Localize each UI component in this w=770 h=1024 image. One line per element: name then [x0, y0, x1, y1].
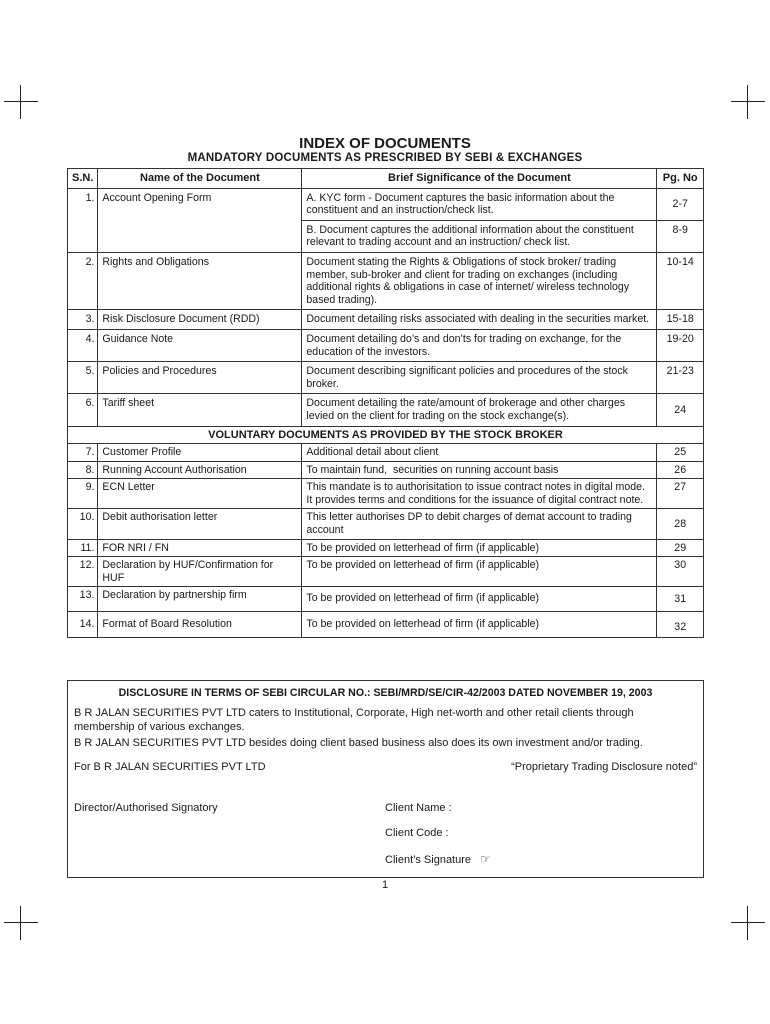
row-sn: 5. — [68, 362, 98, 394]
crop-mark-bottom-left — [4, 906, 38, 940]
header-sn: S.N. — [68, 169, 98, 189]
row-page: 10-14 — [657, 252, 704, 309]
table-row — [68, 252, 704, 309]
row-name: Debit authorisation letter — [98, 509, 302, 539]
row-significance: To be provided on letterhead of firm (if applicable) — [302, 557, 657, 587]
row-name: Policies and Procedures — [98, 362, 302, 394]
row-page: 2-7 — [657, 188, 704, 220]
table-row — [68, 444, 704, 462]
row-name: ECN Letter — [98, 479, 302, 509]
row-page: 19-20 — [657, 329, 704, 361]
row-page: 21-23 — [657, 362, 704, 394]
header-page: Pg. No — [657, 169, 704, 189]
row-page: 27 — [657, 479, 704, 509]
row-significance: Document detailing do’s and don’ts for trading on exchange, for the education of the investors. — [302, 329, 657, 361]
client-code-label: Client Code : — [385, 827, 449, 839]
table-row — [68, 612, 704, 638]
row-name: Declaration by partnership firm — [98, 587, 302, 612]
row-significance: Document describing significant policies and procedures of the stock broker. — [302, 362, 657, 394]
row-name: Rights and Obligations — [98, 252, 302, 309]
row-significance: B. Document captures the additional information about the constituent relevant to trading account and an instruction/ check list. — [302, 220, 657, 252]
table-row — [68, 394, 704, 426]
pointing-hand-icon: ☞ — [480, 852, 491, 866]
table-row — [68, 509, 704, 539]
table-row — [68, 539, 704, 557]
row-sn: 7. — [68, 444, 98, 462]
row-significance: Document detailing the rate/amount of brokerage and other charges levied on the client for trading on the stock exchange(s). — [302, 394, 657, 426]
row-significance: This letter authorises DP to debit charges of demat account to trading account — [302, 509, 657, 539]
row-page: 32 — [657, 612, 704, 638]
voluntary-heading: VOLUNTARY DOCUMENTS AS PROVIDED BY THE STOCK BROKER — [68, 426, 704, 444]
disclosure-paragraph-1: B R JALAN SECURITIES PVT LTD caters to Institutional, Corporate, High net-worth and other retail clients through membership of various exchanges. — [74, 707, 634, 733]
row-page: 29 — [657, 539, 704, 557]
client-signature-line — [385, 852, 491, 867]
row-sn: 1. — [68, 188, 98, 252]
client-name-label: Client Name : — [385, 802, 452, 814]
row-name: Running Account Authorisation — [98, 461, 302, 479]
row-significance: To be provided on letterhead of firm (if applicable) — [302, 587, 657, 612]
row-page: 15-18 — [657, 310, 704, 330]
row-sn: 2. — [68, 252, 98, 309]
crop-mark-bottom-right — [731, 906, 765, 940]
header-significance: Brief Significance of the Document — [302, 169, 657, 189]
for-company-line: For B R JALAN SECURITIES PVT LTD — [74, 761, 266, 773]
row-page: 28 — [657, 509, 704, 539]
page-number: 1 — [381, 879, 389, 891]
row-significance: This mandate is to authorisitation to issue contract notes in digital mode. It provides terms and conditions for the issuance of digital contract note. — [302, 479, 657, 509]
page-title: INDEX OF DOCUMENTS — [299, 135, 471, 152]
row-sn: 14. — [68, 612, 98, 638]
row-significance: Document detailing risks associated with dealing in the securities market. — [302, 310, 657, 330]
row-page: 24 — [657, 394, 704, 426]
crop-mark-top-left — [4, 85, 38, 119]
row-sn: 3. — [68, 310, 98, 330]
table-row — [68, 557, 704, 587]
row-sn: 13. — [68, 587, 98, 612]
row-name: Account Opening Form — [98, 188, 302, 252]
client-signature-label: Client’s Signature — [385, 854, 472, 866]
row-name: FOR NRI / FN — [98, 539, 302, 557]
row-sn: 11. — [68, 539, 98, 557]
header-name: Name of the Document — [98, 169, 302, 189]
row-name: Tariff sheet — [98, 394, 302, 426]
row-page: 31 — [657, 587, 704, 612]
row-page: 25 — [657, 444, 704, 462]
table-row — [68, 587, 704, 612]
table-row — [68, 310, 704, 330]
table-row — [68, 461, 704, 479]
row-sn: 8. — [68, 461, 98, 479]
table-row — [68, 188, 704, 220]
documents-index-table — [67, 168, 704, 638]
page-subtitle: MANDATORY DOCUMENTS AS PRESCRIBED BY SEBI & EXCHANGES — [187, 152, 583, 164]
row-sn: 4. — [68, 329, 98, 361]
row-name: Customer Profile — [98, 444, 302, 462]
row-name: Declaration by HUF/Confirmation for HUF — [98, 557, 302, 587]
disclosure-paragraph-2: B R JALAN SECURITIES PVT LTD besides doing client based business also does its own investment and/or trading. — [74, 737, 643, 749]
row-name: Risk Disclosure Document (RDD) — [98, 310, 302, 330]
row-page: 30 — [657, 557, 704, 587]
row-sn: 12. — [68, 557, 98, 587]
row-significance: To be provided on letterhead of firm (if applicable) — [302, 539, 657, 557]
row-significance: To be provided on letterhead of firm (if applicable) — [302, 612, 657, 638]
row-sn: 6. — [68, 394, 98, 426]
row-page: 26 — [657, 461, 704, 479]
row-significance: Additional detail about client — [302, 444, 657, 462]
authorised-signatory-label: Director/Authorised Signatory — [74, 802, 218, 814]
row-significance: To maintain fund, securities on running account basis — [302, 461, 657, 479]
row-page: 8-9 — [657, 220, 704, 252]
disclosure-heading: DISCLOSURE IN TERMS OF SEBI CIRCULAR NO.: SEBI/MRD/SE/CIR-42/2003 DATED NOVEMBER 19, 2003 — [118, 687, 653, 699]
table-row — [68, 479, 704, 509]
proprietary-noted: “Proprietary Trading Disclosure noted” — [511, 761, 697, 773]
row-significance: Document stating the Rights & Obligations of stock broker/ trading member, sub-broker and client for trading on exchanges (including additional rights & obligations in case of internet/ wireless technology based trading). — [302, 252, 657, 309]
row-sn: 9. — [68, 479, 98, 509]
table-row — [68, 329, 704, 361]
row-name: Format of Board Resolution — [98, 612, 302, 638]
row-sn: 10. — [68, 509, 98, 539]
table-header-row — [68, 169, 704, 189]
crop-mark-top-right — [731, 85, 765, 119]
disclosure-box — [67, 680, 704, 878]
row-significance: A. KYC form - Document captures the basic information about the constituent and an instruction/check list. — [302, 188, 657, 220]
table-row — [68, 362, 704, 394]
row-name: Guidance Note — [98, 329, 302, 361]
voluntary-heading-row — [68, 426, 704, 444]
